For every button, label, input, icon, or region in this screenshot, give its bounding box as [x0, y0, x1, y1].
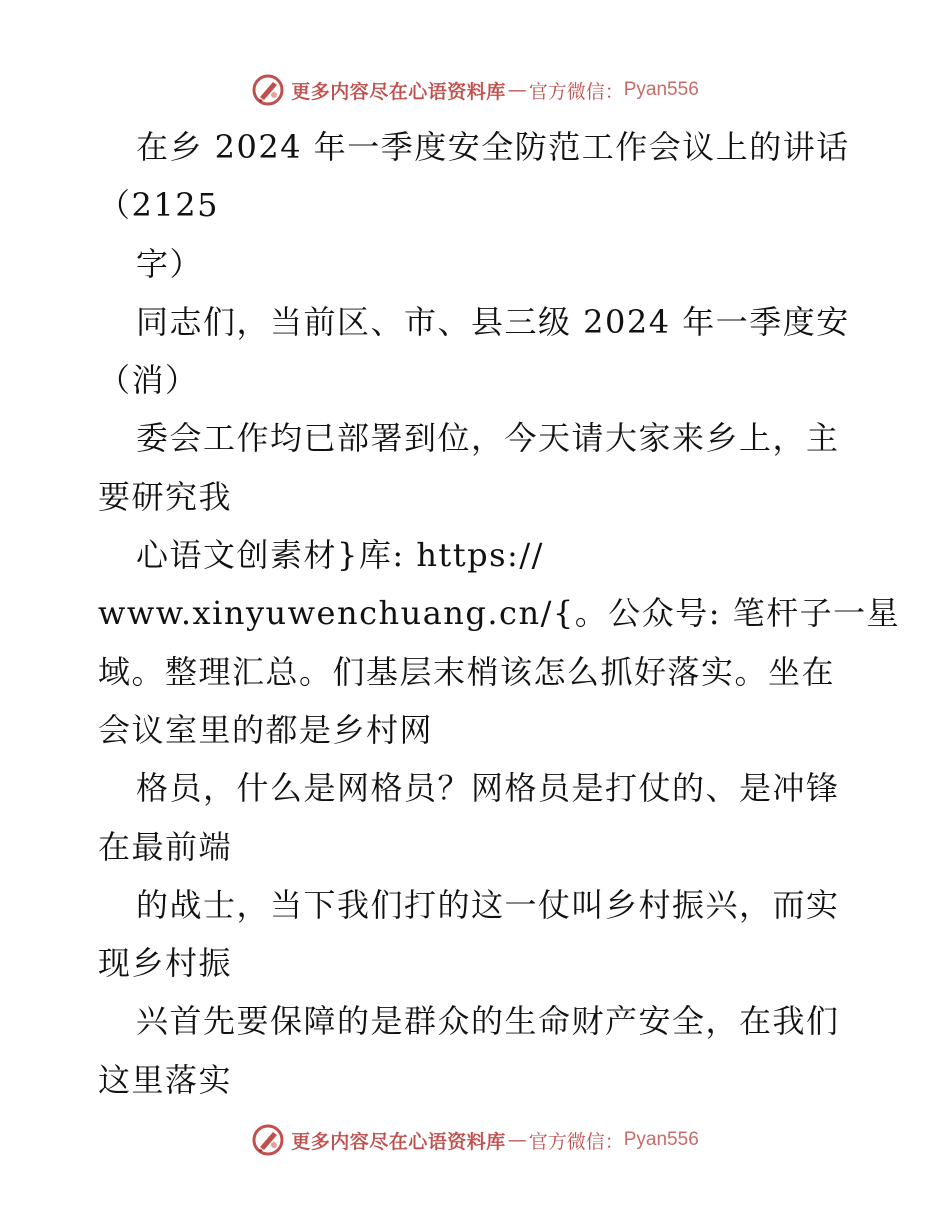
text-line: 心语文创素材}库: https:// — [136, 536, 544, 575]
banner-wechat-id: Pyan556 — [623, 1129, 699, 1150]
footer-banner — [0, 1120, 950, 1160]
text-line: www.xinyuwenchuang.cn/{。公众号: 笔杆子一星 — [98, 594, 901, 633]
text-line: 字） — [136, 244, 204, 283]
banner-dash: — — [507, 79, 527, 101]
text-line: 要研究我 — [98, 477, 233, 516]
text-line: 同志们，当前区、市、县三级 2024 年一季度安 — [136, 302, 850, 341]
logo-icon — [251, 1123, 285, 1157]
document-body — [98, 118, 901, 1109]
text-line: 会议室里的都是乡村网 — [98, 710, 434, 749]
text-line: 委会工作均已部署到位，今天请大家来乡上，主 — [136, 419, 840, 458]
banner-label: 官方微信： — [528, 1130, 624, 1153]
text-line: 的战士，当下我们打的这一仗叫乡村振兴，而实 — [136, 885, 840, 924]
banner-label: 官方微信： — [528, 80, 624, 103]
header-banner — [0, 70, 950, 110]
banner-text: 更多内容尽在心语资料库 — [291, 1130, 506, 1153]
banner-text: 更多内容尽在心语资料库 — [291, 80, 506, 103]
text-line: （2125 — [98, 186, 219, 225]
logo-icon — [251, 73, 285, 107]
banner-dash: — — [507, 1129, 527, 1151]
banner-wechat-id: Pyan556 — [623, 79, 699, 100]
text-line: （消） — [98, 361, 199, 400]
text-line: 现乡村振 — [98, 944, 233, 983]
document-title: 在乡 2024 年一季度安全防范工作会议上的讲话 — [136, 128, 850, 166]
text-line: 在最前端 — [98, 827, 233, 866]
text-line: 格员，什么是网格员？网格员是打仗的、是冲锋 — [136, 769, 840, 808]
text-line: 域。整理汇总。们基层末梢该怎么抓好落实。坐在 — [98, 652, 836, 691]
text-line: 兴首先要保障的是群众的生命财产安全，在我们 — [136, 1002, 840, 1041]
text-line: 这里落实 — [98, 1060, 233, 1099]
